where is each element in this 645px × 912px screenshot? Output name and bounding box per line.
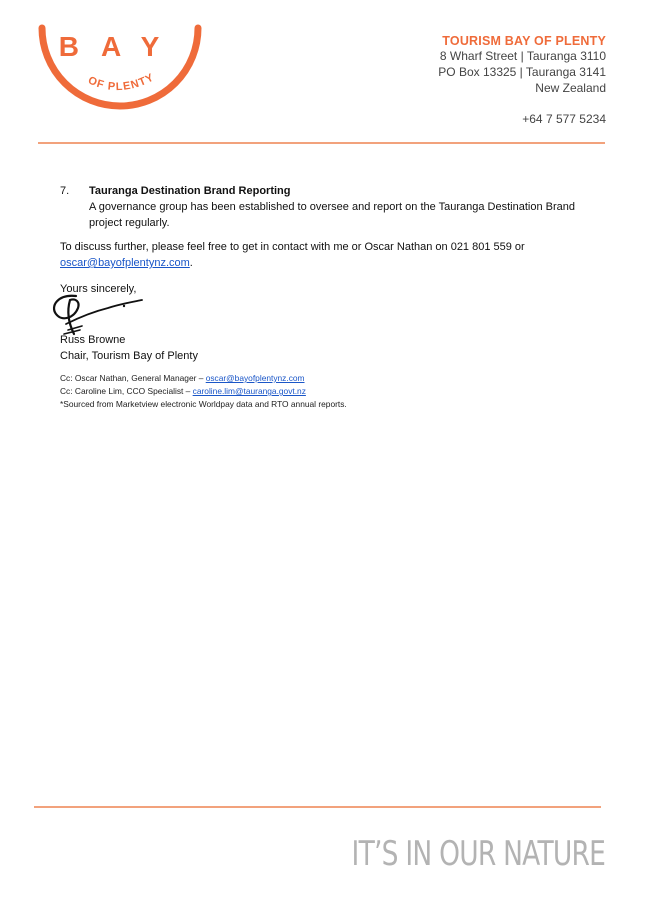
contact-end: . xyxy=(189,257,193,269)
contact-email-link[interactable]: oscar@bayofplentynz.com xyxy=(60,257,190,269)
item-text: A governance group has been established to oversee and report on the Tauranga Destination Brand project regularly. xyxy=(89,201,575,229)
footer-slogan: IT’S IN OUR NATURE xyxy=(351,834,605,874)
contact-text: To discuss further, please feel free to get in contact with me or Oscar Nathan on 021 801 559 or xyxy=(60,241,525,253)
logo-subtext: OF PLENTY xyxy=(86,71,157,94)
cc-email-caroline-link[interactable]: caroline.lim@tauranga.govt.nz xyxy=(192,386,306,396)
address-line-1: 8 Wharf Street | Tauranga 3110 xyxy=(439,49,606,63)
letter-body xyxy=(60,183,605,271)
numbered-item xyxy=(60,183,605,231)
cc-block xyxy=(60,372,347,411)
signer-name: Russ Browne xyxy=(60,334,126,346)
cc-line-1-text: Cc: Oscar Nathan, General Manager – xyxy=(60,373,206,383)
logo-word: BAY xyxy=(58,31,182,62)
org-address-block xyxy=(438,34,606,96)
phone-number: +64 7 577 5234 xyxy=(522,112,606,126)
cc-line-2 xyxy=(60,385,347,398)
footer-divider xyxy=(34,806,601,808)
address-line-2: PO Box 13325 | Tauranga 3141 xyxy=(438,65,606,79)
org-name: TOURISM BAY OF PLENTY xyxy=(442,34,606,48)
closing: Yours sincerely, xyxy=(60,283,137,295)
footnote: *Sourced from Marketview electronic Worldpay data and RTO annual reports. xyxy=(60,399,347,409)
signer-title: Chair, Tourism Bay of Plenty xyxy=(60,350,198,362)
item-title: Tauranga Destination Brand Reporting xyxy=(89,185,291,197)
cc-line-2-text: Cc: Caroline Lim, CCO Specialist – xyxy=(60,386,193,396)
logo-graphic xyxy=(36,24,204,116)
header-divider xyxy=(38,142,605,144)
address-line-3: New Zealand xyxy=(535,81,606,95)
contact-paragraph xyxy=(60,239,605,271)
signer-block xyxy=(60,332,198,364)
bay-of-plenty-logo xyxy=(36,24,204,116)
cc-email-oscar-link[interactable]: oscar@bayofplentynz.com xyxy=(205,373,305,383)
item-number: 7. xyxy=(60,185,70,197)
svg-text:OF PLENTY xyxy=(86,71,156,93)
cc-line-1 xyxy=(60,372,347,385)
